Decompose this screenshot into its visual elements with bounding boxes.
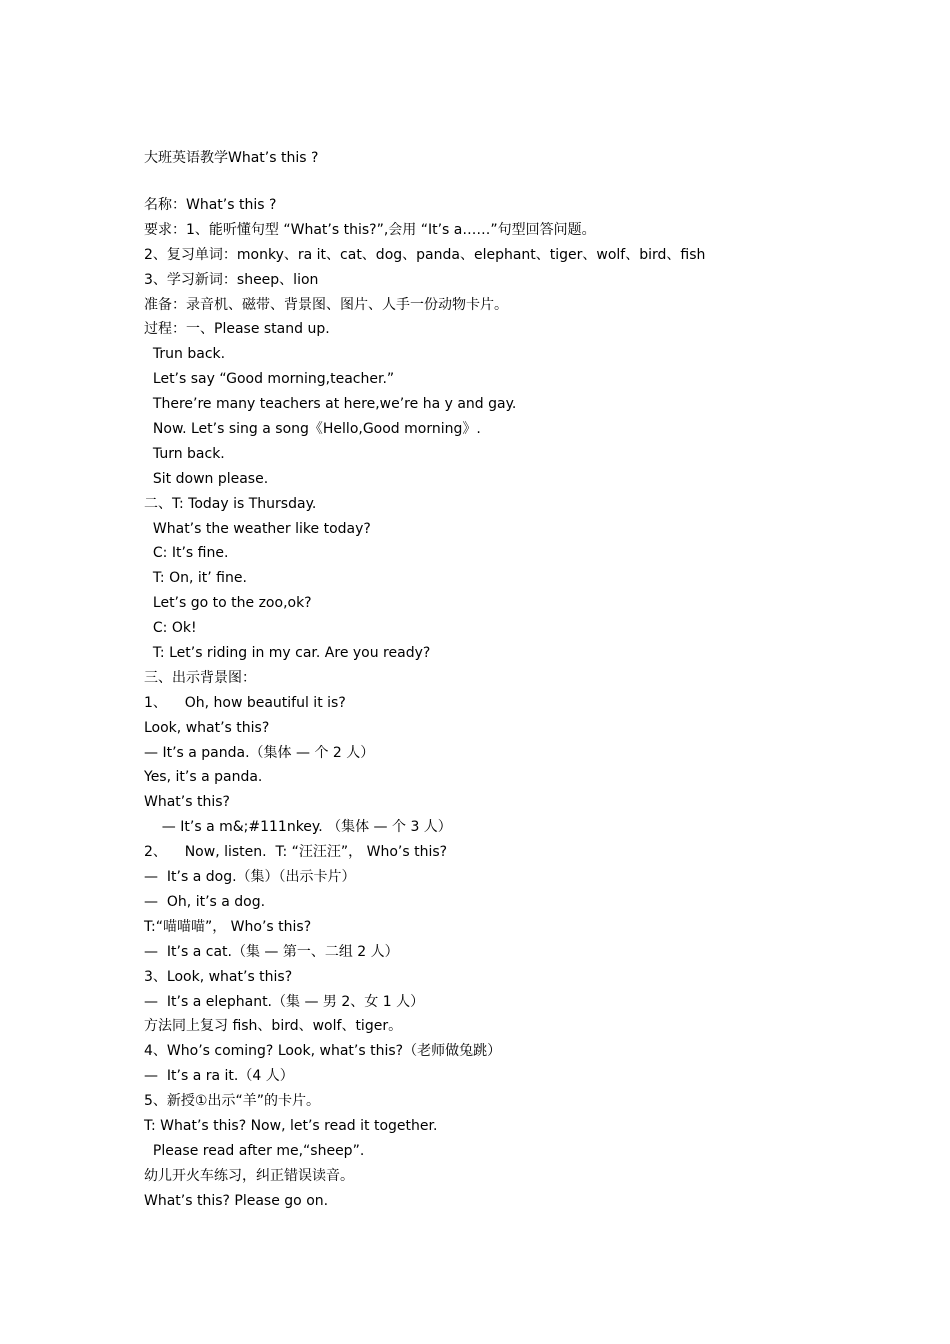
text-line: 准备：录音机、磁带、背景图、图片、人手一份动物卡片。 xyxy=(144,296,508,313)
text-line: 3、Look, what’s this? xyxy=(144,968,293,985)
text-line: 2、 Now, listen. T: “汪汪汪”， Who’s this? xyxy=(144,844,448,861)
text-line: C: Ok! xyxy=(144,620,197,637)
text-line: T: Let’s riding in my car. Are you ready? xyxy=(144,645,431,662)
text-line: 4、Who’s coming? Look, what’s this?（老师做兔跳） xyxy=(144,1043,502,1060)
document-body xyxy=(144,146,884,1214)
text-line: Now. Let’s sing a song《Hello,Good morning》. xyxy=(144,421,481,438)
text-line: What’s the weather like today? xyxy=(144,520,371,537)
text-line: 幼儿开火车练习，纠正错误读音。 xyxy=(144,1167,354,1184)
text-line: — It’s a dog.（集）（出示卡片） xyxy=(144,869,356,886)
text-line: 1、 Oh, how beautiful it is? xyxy=(144,694,346,711)
text-line: — It’s a ra it.（4 人） xyxy=(144,1068,294,1085)
text-line: Trun back. xyxy=(144,346,226,363)
text-line: 三、出示背景图： xyxy=(144,669,256,686)
text-line: — Oh, it’s a dog. xyxy=(144,893,266,910)
text-line: 名称：What’s this ? xyxy=(144,197,277,213)
text-line: Let’s say “Good morning,teacher.” xyxy=(144,371,395,388)
text-line: Let’s go to the zoo,ok? xyxy=(144,595,312,612)
text-line: Sit down please. xyxy=(144,470,269,487)
text-line: Yes, it’s a panda. xyxy=(144,769,263,786)
text-line: Please read after me,“sheep”. xyxy=(144,1142,365,1159)
text-line: What’s this? xyxy=(144,794,230,811)
text-line: 2、复习单词：monky、ra it、cat、dog、panda、elephant、tiger、wolf、bird、fish xyxy=(144,246,706,263)
text-line: 过程：一、Please stand up. xyxy=(144,321,330,338)
text-line: 方法同上复习 fish、bird、wolf、tiger。 xyxy=(144,1018,403,1035)
text-line: — It’s a panda.（集体 — 个 2 人） xyxy=(144,744,375,761)
text-line: What’s this? Please go on. xyxy=(144,1192,329,1209)
text-line: T:“喵喵喵”， Who’s this? xyxy=(144,918,312,935)
text-line: — It’s a m&;#111nkey. （集体 — 个 3 人） xyxy=(144,819,452,836)
text-line: There’re many teachers at here,we’re ha y and gay. xyxy=(144,396,517,413)
text-line: T: What’s this? Now, let’s read it together. xyxy=(144,1117,438,1134)
text-line: — It’s a cat.（集 — 第一、二组 2 人） xyxy=(144,943,399,960)
text-line: 3、学习新词：sheep、lion xyxy=(144,271,319,288)
text-line: C: It’s fine. xyxy=(144,545,229,562)
document-title: 大班英语教学What’s this ? xyxy=(144,150,319,166)
text-lines xyxy=(144,193,884,1214)
text-line: T: On, it’ fine. xyxy=(144,570,247,587)
text-line: Turn back. xyxy=(144,445,225,462)
text-line: Look, what’s this? xyxy=(144,719,270,736)
text-line: — It’s a elephant.（集 — 男 2、女 1 人） xyxy=(144,993,425,1010)
text-line: 5、新授①出示“羊”的卡片。 xyxy=(144,1093,320,1110)
blank-line xyxy=(144,170,884,193)
text-line: 要求：1、能听懂句型 “What’s this?”,会用 “It’s a……”句型回答问题。 xyxy=(144,221,596,238)
text-line: 二、T: Today is Thursday. xyxy=(144,495,317,512)
